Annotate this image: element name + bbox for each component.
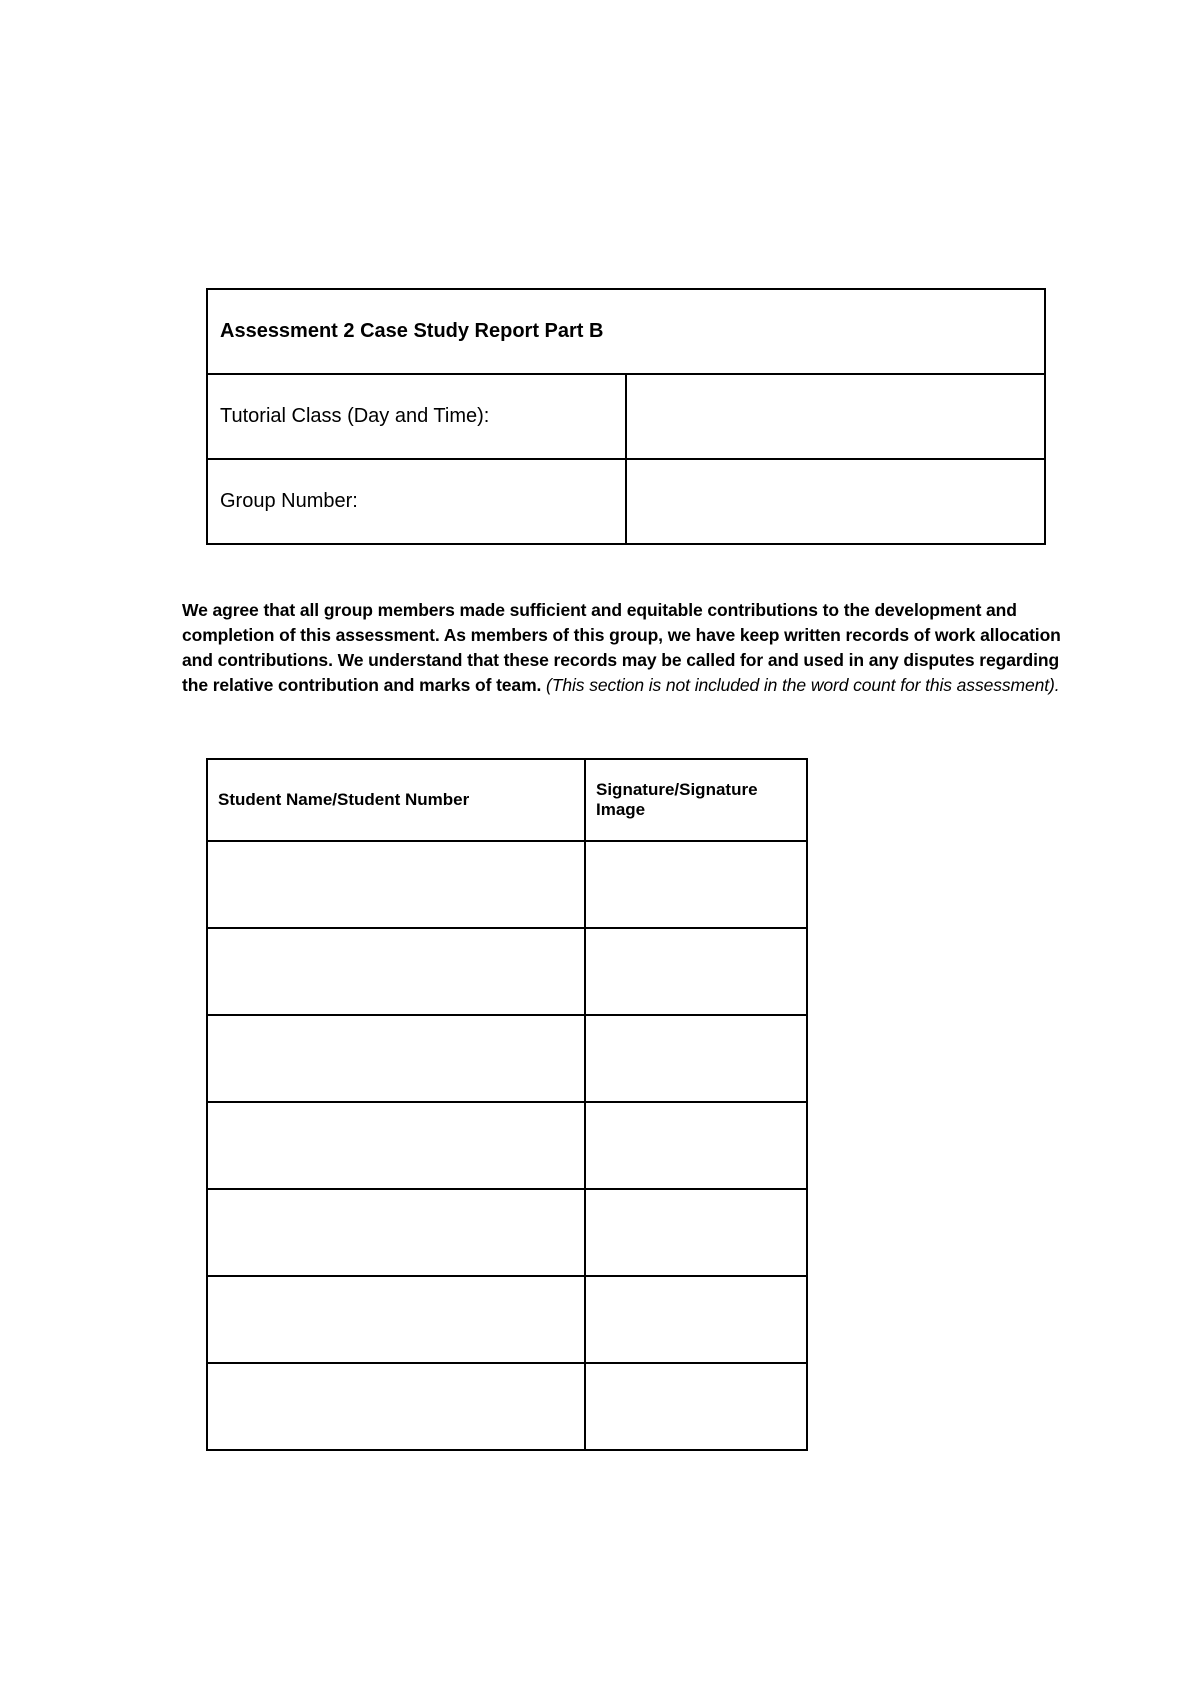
signature-cell[interactable] bbox=[585, 1276, 807, 1363]
table-row bbox=[207, 1015, 807, 1102]
signature-cell[interactable] bbox=[585, 1189, 807, 1276]
student-name-cell[interactable] bbox=[207, 1189, 585, 1276]
group-number-field[interactable] bbox=[626, 459, 1045, 544]
student-name-column-header: Student Name/Student Number bbox=[207, 759, 585, 841]
table-row bbox=[207, 841, 807, 928]
assessment-title: Assessment 2 Case Study Report Part B bbox=[207, 289, 1045, 374]
student-name-cell[interactable] bbox=[207, 928, 585, 1015]
signatures-header-row bbox=[207, 759, 807, 841]
student-name-cell[interactable] bbox=[207, 1015, 585, 1102]
signature-cell[interactable] bbox=[585, 1015, 807, 1102]
signature-cell[interactable] bbox=[585, 841, 807, 928]
signature-cell[interactable] bbox=[585, 1102, 807, 1189]
table-row bbox=[207, 1363, 807, 1450]
group-number-label: Group Number: bbox=[207, 459, 626, 544]
signature-cell[interactable] bbox=[585, 1363, 807, 1450]
assessment-header-table bbox=[206, 288, 1046, 545]
agreement-text: We agree that all group members made sufficient and equitable contributions to the development and completion of this assessment. As members of this group, we have keep written records of work allocation and contributions. We understand that these records may be called for and used in any disputes regarding the relative contribution and marks of team. bbox=[182, 599, 1061, 695]
student-name-cell[interactable] bbox=[207, 841, 585, 928]
table-row bbox=[207, 1102, 807, 1189]
table-row bbox=[207, 1276, 807, 1363]
signature-column-header: Signature/Signature Image bbox=[585, 759, 807, 841]
student-name-cell[interactable] bbox=[207, 1276, 585, 1363]
student-name-cell[interactable] bbox=[207, 1363, 585, 1450]
tutorial-class-field[interactable] bbox=[626, 374, 1045, 459]
signature-cell[interactable] bbox=[585, 928, 807, 1015]
agreement-paragraph bbox=[182, 598, 1062, 698]
student-name-cell[interactable] bbox=[207, 1102, 585, 1189]
table-row bbox=[207, 928, 807, 1015]
table-row bbox=[207, 1189, 807, 1276]
tutorial-class-label: Tutorial Class (Day and Time): bbox=[207, 374, 626, 459]
signatures-table bbox=[206, 758, 808, 1451]
word-count-note: (This section is not included in the word count for this assessment). bbox=[541, 674, 1060, 695]
